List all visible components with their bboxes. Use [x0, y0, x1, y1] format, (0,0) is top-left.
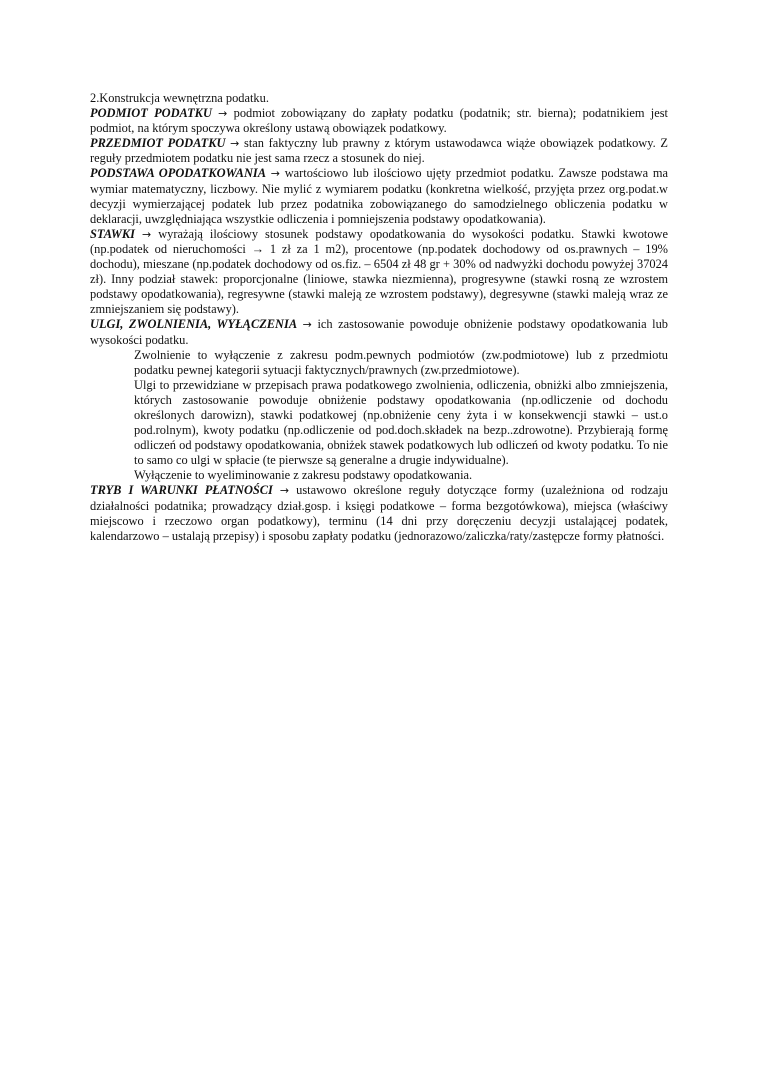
paragraph-przedmiot [90, 136, 668, 166]
indented-zwolnienie: Zwolnienie to wyłączenie z zakresu podm.pewnych podmiotów (zw.podmiotowe) lub z przedmiotu podatku pewnej kategorii sytuacji faktycznych/prawnych (zw.przedmiotowe). [134, 347, 668, 377]
definition-stawki: wyrażają ilościowy stosunek podstawy opodatkowania do wysokości podatku. Stawki kwotowe (np.podatek od nieruchomości → 1 zł za 1 m2), procentowe (np.podatek dochodowy od os.prawnych – 19% dochodu), mieszane (np.podatek dochodowy od os.fiz. – 6504 zł 48 gr + 30% od nadwyżki dochodu powyżej 37024 zł). Inny podział stawek: proporcjonalne (liniowe, stawka niezmienna), progresywne (stawki rosną ze wzrostem podstawy opodatkowania), regresywne (stawki maleją ze wzrostem podstawy), degresywne (stawki maleją wraz ze zmniejszaniem się podstawy). [90, 226, 668, 317]
right-arrow-icon: → [142, 227, 152, 241]
definition-ulgi: ich zastosowanie powoduje obniżenie podstawy opodatkowania lub wysokości podatku. [90, 317, 668, 347]
right-arrow-icon: → [218, 107, 228, 121]
term-przedmiot: PRZEDMIOT PODATKU [90, 136, 226, 151]
definition-tryb: ustawowo określone reguły dotyczące formy (uzależniona od rodzaju działalności podatnika; prowadzący dział.gosp. i księgi podatkowe – forma bezgotówkowa), miejsca (właściwy miejscowo i rzeczowo organ podatkowy), terminu (14 dni przy doręczeniu decyzji ustalającej podatek, kalendarzowo – ustalają przepisy) i sposobu zapłaty podatku (jednorazowo/zaliczka/raty/zastępcze formy płatności. [90, 483, 668, 543]
term-ulgi: ULGI, ZWOLNIENIA, WYŁĄCZENIA [90, 317, 298, 332]
term-stawki: STAWKI [90, 226, 136, 241]
paragraph-tryb [90, 483, 668, 543]
term-podstawa: PODSTAWA OPODATKOWANIA [90, 166, 266, 181]
right-arrow-icon: → [270, 167, 280, 181]
paragraph-podmiot [90, 106, 668, 136]
paragraph-stawki [90, 227, 668, 318]
term-podmiot: PODMIOT PODATKU [90, 106, 212, 121]
term-tryb: TRYB I WARUNKI PŁATNOŚCI [90, 483, 273, 498]
paragraph-ulgi [90, 317, 668, 347]
definition-podmiot: podmiot zobowiązany do zapłaty podatku (podatnik; str. bierna); podatnikiem jest podmiot, na którym spoczywa określony ustawą obowiązek podatkowy. [90, 106, 668, 136]
indented-wylaczenie: Wyłączenie to wyeliminowanie z zakresu podstawy opodatkowania. [134, 468, 473, 483]
document-body [90, 91, 668, 544]
right-arrow-icon: → [279, 484, 290, 498]
definition-podstawa: wartościowo lub ilościowo ujęty przedmiot podatku. Zawsze podstawa ma wymiar matematyczny, liczbowy. Nie mylić z wymiarem podatku (konkretna wielkość, przyjęta przez org.podat.w decyzji wymierzającej podatek lub przez podatnika zobowiązanego do samodzielnego obliczenia podatku w deklaracji, uwzględniająca wszystkie odliczenia i pomniejszenia podstawy opodatkowania). [90, 166, 668, 226]
indented-ulgi: Ulgi to przewidziane w przepisach prawa podatkowego zwolnienia, odliczenia, obniżki albo zmniejszenia, których zastosowanie powoduje obniżenie podstawy opodatkowania (np.odliczenie od dochodu określonych darowizn), stawki podatkowej (np.obniżenie ceny żyta i w konsekwencji stawki – ust.o pod.rolnym), kwoty podatku (np.odliczenie od pod.doch.składek na bezp..zdrowotne). Przybierają formę odliczeń od podstawy opodatkowania, obniżek stawek podatkowych lub odliczeń od kwoty podatku. To nie to samo co ulgi w spłacie (te pierwsze są generalne a drugie indywidualne). [134, 377, 668, 468]
right-arrow-icon: → [230, 137, 240, 151]
definition-przedmiot: stan faktyczny lub prawny z którym ustawodawca wiąże obowiązek podatkowy. Z reguły przedmiotem podatku nie jest sama rzecz a stosunek do niej. [90, 136, 668, 166]
paragraph-podstawa [90, 166, 668, 226]
section-heading: 2.Konstrukcja wewnętrzna podatku. [90, 91, 269, 105]
right-arrow-icon: → [302, 318, 312, 332]
